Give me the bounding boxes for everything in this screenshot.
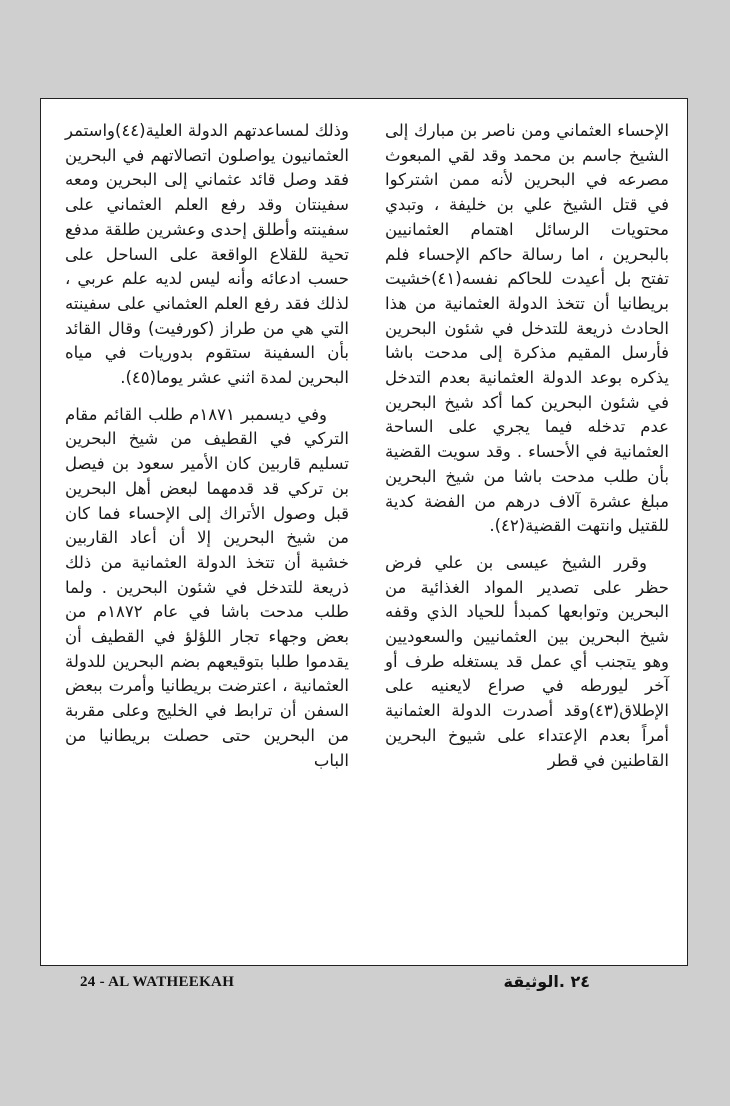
footer-page-number-en: 24 - AL WATHEEKAH [80,974,235,990]
left-column [65,119,349,785]
right-paragraph-2: وقرر الشيخ عيسى بن علي فرض حظر على تصدير المواد الغذائية من البحرين وتوابعها كمبدأ للحياد الذي وقفه شيخ البحرين بين العثمانيين والسعوديين وهو يتجنب أي عمل قد يستغله طرف أو آخر ليورطه في صراع لايعنيه على الإطلاق(٤٣)وقد أصدرت الدولة العثمانية أمراً بعدم الإعتداء على شيوخ البحرين القاطنين في قطر [385,552,669,770]
footer-page-number-ar: ٢٤ .الوثيقة [503,972,590,991]
page-frame [40,98,688,966]
right-paragraph-1: الإحساء العثماني ومن ناصر بن مبارك إلى الشيخ جاسم بن محمد وقد لقي المبعوث مصرعه في البحرين لأنه ممن اشتركوا في قتل الشيخ علي بن خليفة ، وتبدي محتويات الرسائل اهتمام العثمانيين بالبحرين ، اما رسالة حاكم الإحساء فلم تفتح بل أعيدت للحاكم نفسه(٤١)خشيت بريطانيا أن تتخذ الدولة العثمانية من هذا الحادث ذريعة للتدخل في شئون البحرين فأرسل المقيم مذكرة إلى مدحت باشا يذكره بوعد الدولة العثمانية بعدم التدخل في شئون البحرين كما أكد شيخ البحرين عدم تدخله فيما يجري على الساحة العثمانية في الأحساء . وقد سويت القضية بأن طلب مدحت باشا من شيخ البحرين مبلغ عشرة آلاف درهم من الفضة كدية للقتيل وانتهت القضية(٤٢). [385,121,669,536]
left-paragraph-2: وفي ديسمبر ١٨٧١م طلب القائم مقام التركي في القطيف من شيخ البحرين تسليم قاربين كان الأمير سعود بن فيصل بن تركي قد قدمهما لبعض أهل البحرين قبل وصول الأتراك إلى الإحساء فما كان من شيخ البحرين إلا أن أعاد القاربين خشية أن تتخذ الدولة العثمانية من ذلك ذريعة للتدخل في شئون البحرين . ولما طلب مدحت باشا في عام ١٨٧٢م من بعض وجهاء تجار اللؤلؤ في القطيف أن يقدموا طلبا بتوقيعهم بضم البحرين للدولة العثمانية ، اعترضت بريطانيا وأمرت ببعض السفن أن ترابط في الخليج وعلى مقربة من البحرين حتى حصلت بريطانيا من الباب [65,404,350,770]
left-paragraph-1: وذلك لمساعدتهم الدولة العلية(٤٤)واستمر العثمانيون يواصلون اتصالاتهم في البحرين فقد وصل قائد عثماني إلى البحرين ومعه سفينتان وقد رفع العلم العثماني على سفينته وأطلق إحدى وعشرين طلقة مدفع تحية للقلاع الواقعة على الساحل على حسب ادعائه وأنه ليس لديه علم عربي ، لذلك فقد رفع العلم العثماني على سفينته التي هي من طراز (كورفيت) وقال القائد بأن السفينة ستقوم بدوريات في مياه البحرين لمدة اثني عشر يوما(٤٥). [65,121,349,388]
right-column [385,119,669,785]
